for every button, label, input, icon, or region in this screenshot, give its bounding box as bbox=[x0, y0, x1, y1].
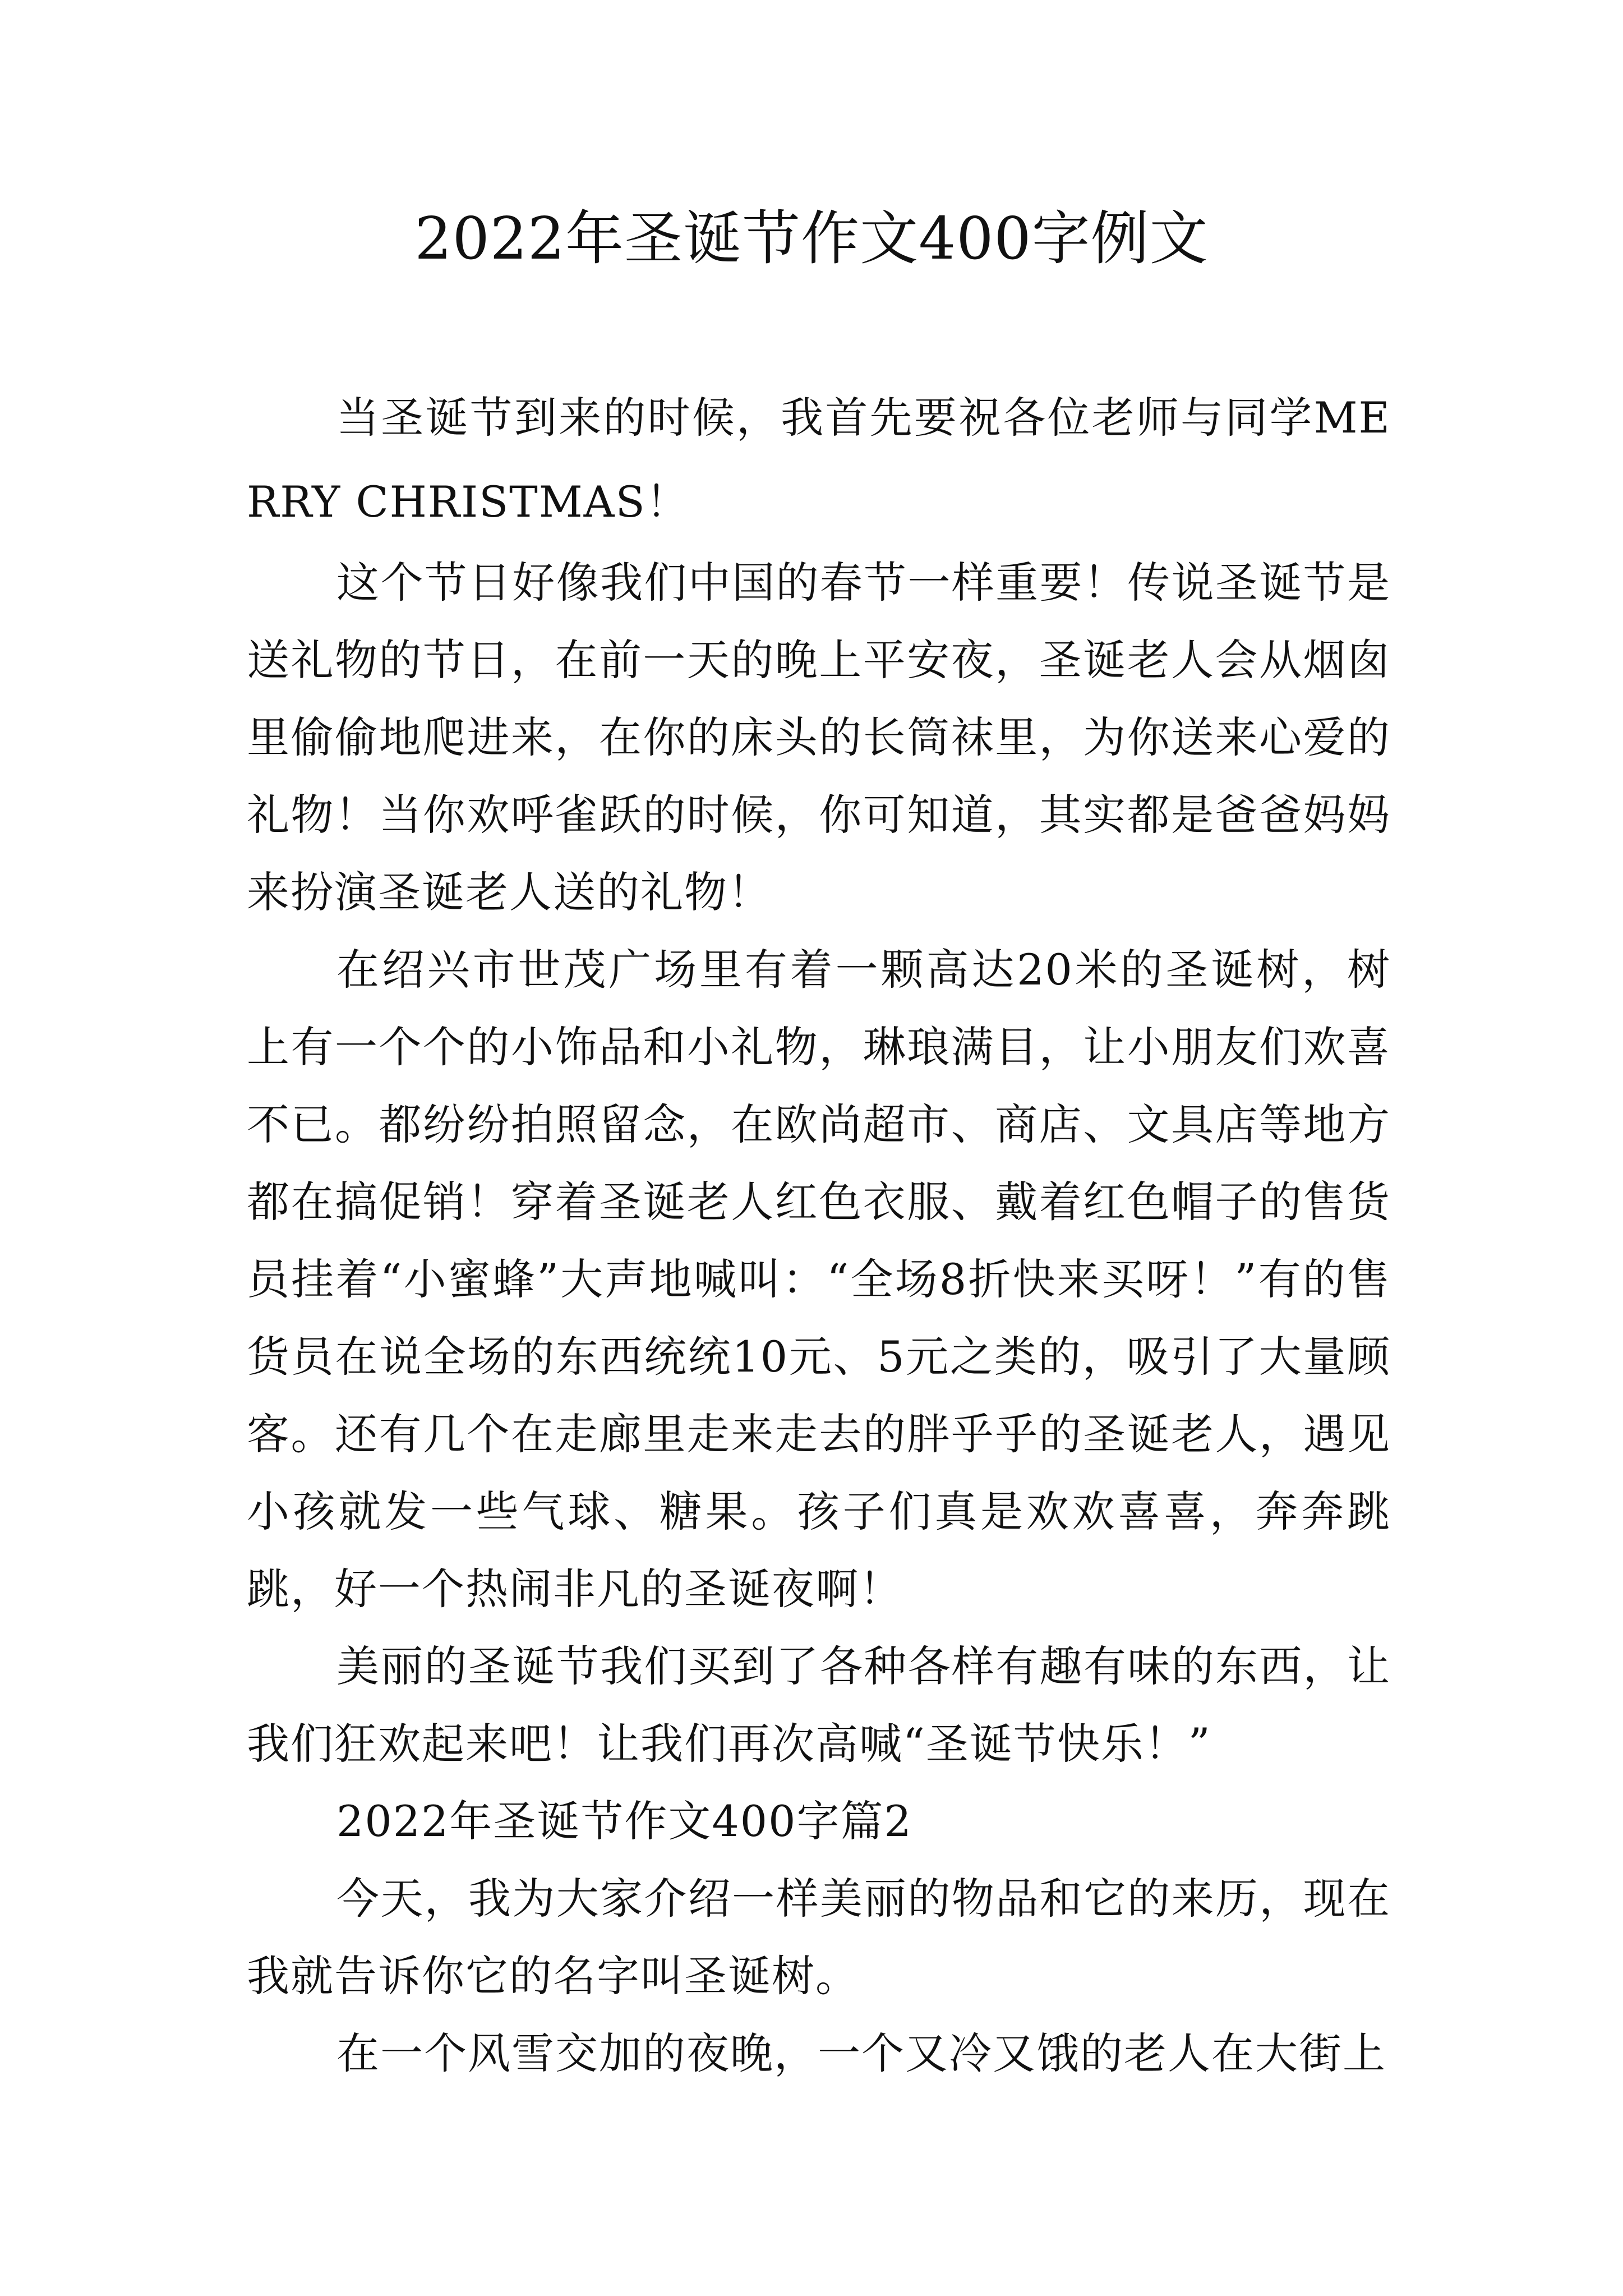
document-title: 2022年圣诞节作文400字例文 bbox=[414, 204, 1209, 273]
paragraph-1: 当圣诞节到来的时候，我首先要祝各位老师与同学MERRY CHRISTMAS！ bbox=[247, 393, 1391, 527]
document-body bbox=[247, 376, 1391, 2092]
paragraph-3: 在绍兴市世茂广场里有着一颗高达20米的圣诞树，树上有一个个的小饰品和小礼物，琳琅满目，让小朋友们欢喜不已。都纷纷拍照留念，在欧尚超市、商店、文具店等地方都在搞促销！穿着圣诞老人红色衣服、戴着红色帽子的售货员挂着“小蜜蜂”大声地喊叫：“全场8折快来买呀！”有的售货员在说全场的东西统统10元、5元之类的，吸引了大量顾客。还有几个在走廊里走来走去的胖乎乎的圣诞老人，遇见小孩就发一些气球、糖果。孩子们真是欢欢喜喜，奔奔跳跳，好一个热闹非凡的圣诞夜啊！ bbox=[247, 945, 1391, 1614]
paragraph-4: 美丽的圣诞节我们买到了各种各样有趣有味的东西，让我们狂欢起来吧！让我们再次高喊“圣诞节快乐！” bbox=[247, 1641, 1391, 1769]
section-heading-2: 2022年圣诞节作文400字篇2 bbox=[336, 1796, 912, 1846]
paragraph-5: 今天，我为大家介绍一样美丽的物品和它的来历，现在我就告诉你它的名字叫圣诞树。 bbox=[247, 1874, 1391, 2001]
paragraph-2: 这个节日好像我们中国的春节一样重要！传说圣诞节是送礼物的节日，在前一天的晚上平安夜，圣诞老人会从烟囱里偷偷地爬进来，在你的床头的长筒袜里，为你送来心爱的礼物！当你欢呼雀跃的时候，你可知道，其实都是爸爸妈妈来扮演圣诞老人送的礼物！ bbox=[247, 558, 1391, 917]
paragraph-6: 在一个风雪交加的夜晚，一个又冷又饿的老人在大街上 bbox=[336, 2028, 1386, 2078]
